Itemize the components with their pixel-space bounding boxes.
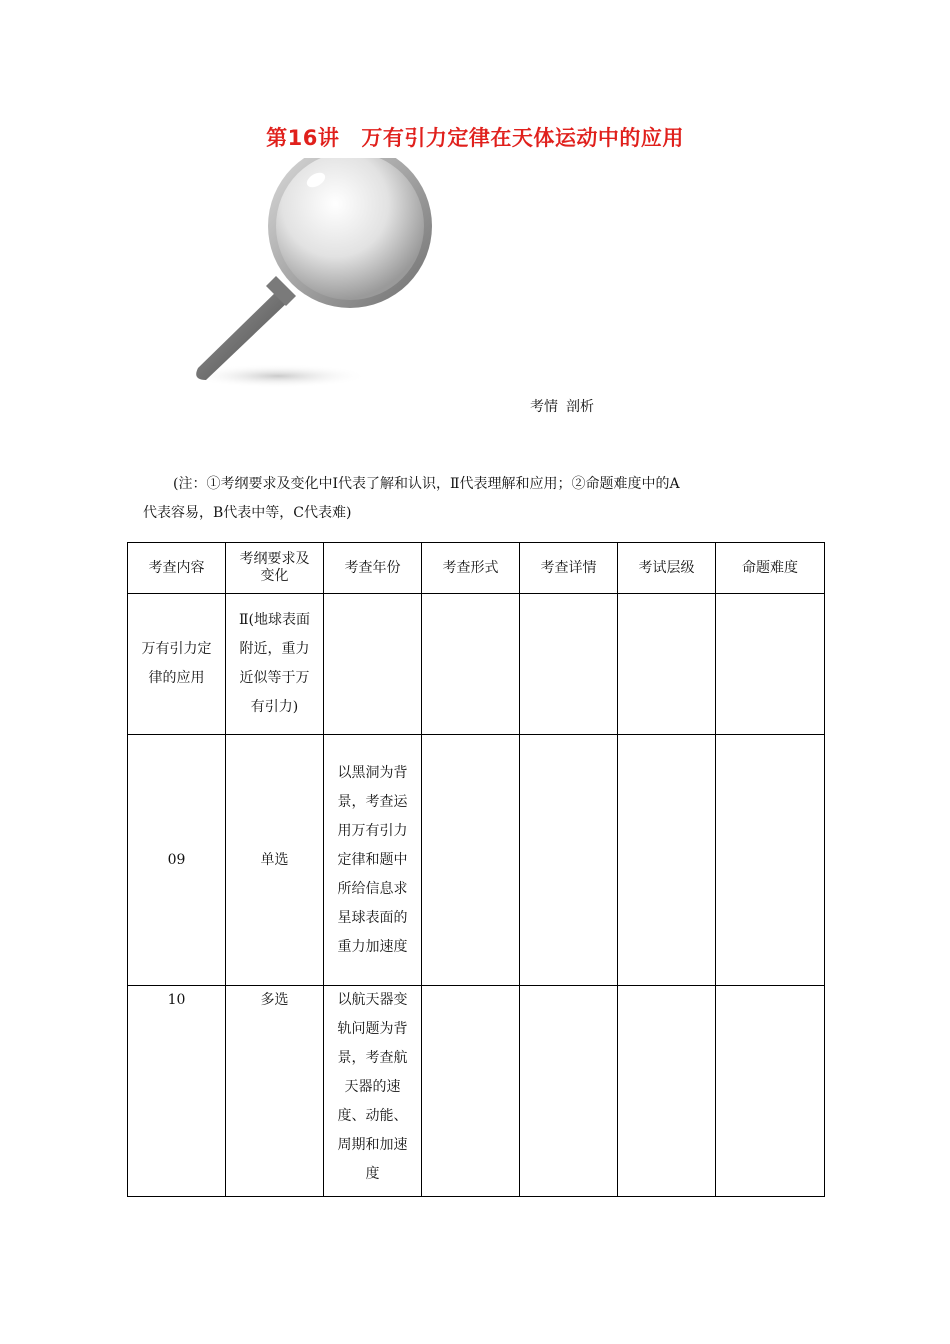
table-row — [128, 594, 825, 735]
table-cell: 以航天器变轨问题为背景，考查航天器的速度、动能、周期和加速度 — [324, 986, 422, 1197]
table-cell — [716, 735, 825, 986]
table-cell: Ⅱ(地球表面附近，重力近似等于万有引力) — [226, 594, 324, 735]
table-cell: 万有引力定律的应用 — [128, 594, 226, 735]
table-row — [128, 735, 825, 986]
note-paragraph — [143, 470, 823, 528]
table-header-cell: 考试层级 — [618, 543, 716, 594]
table-cell — [422, 986, 520, 1197]
subtitle-part-b: 剖析 — [566, 399, 594, 415]
exam-analysis-table — [127, 542, 825, 1197]
table-cell — [618, 986, 716, 1197]
table-cell — [422, 594, 520, 735]
title-lecture-number: 第16讲 — [266, 126, 340, 150]
table-cell: 以黑洞为背景，考查运用万有引力定律和题中所给信息求星球表面的重力加速度 — [324, 735, 422, 986]
table-cell — [520, 594, 618, 735]
note-line-1: (注：①考纲要求及变化中Ⅰ代表了解和认识，Ⅱ代表理解和应用；②命题难度中的A — [173, 476, 680, 492]
table-header-cell: 考查形式 — [422, 543, 520, 594]
table-cell: 09 — [128, 735, 226, 986]
table-cell — [324, 594, 422, 735]
table-cell — [618, 594, 716, 735]
table-header-cell: 考查内容 — [128, 543, 226, 594]
table-header-cell: 命题难度 — [716, 543, 825, 594]
table-cell — [520, 735, 618, 986]
table-header-cell: 考查年份 — [324, 543, 422, 594]
table-header-row — [128, 543, 825, 594]
table-cell — [422, 735, 520, 986]
note-line-2: 代表容易，B代表中等，C代表难) — [143, 505, 352, 521]
subtitle-part-a: 考情 — [530, 399, 558, 415]
table-row — [128, 986, 825, 1197]
magnifier-icon — [168, 158, 448, 398]
page-title — [0, 122, 950, 152]
section-subtitle — [530, 396, 594, 416]
table-cell: 10 — [128, 986, 226, 1197]
table-cell — [520, 986, 618, 1197]
table-cell: 多选 — [226, 986, 324, 1197]
table-header-cell: 考纲要求及变化 — [226, 543, 324, 594]
table-cell — [716, 594, 825, 735]
table-cell — [618, 735, 716, 986]
title-topic: 万有引力定律在天体运动中的应用 — [361, 126, 684, 150]
table-header-cell: 考查详情 — [520, 543, 618, 594]
table-cell — [716, 986, 825, 1197]
table-cell: 单选 — [226, 735, 324, 986]
